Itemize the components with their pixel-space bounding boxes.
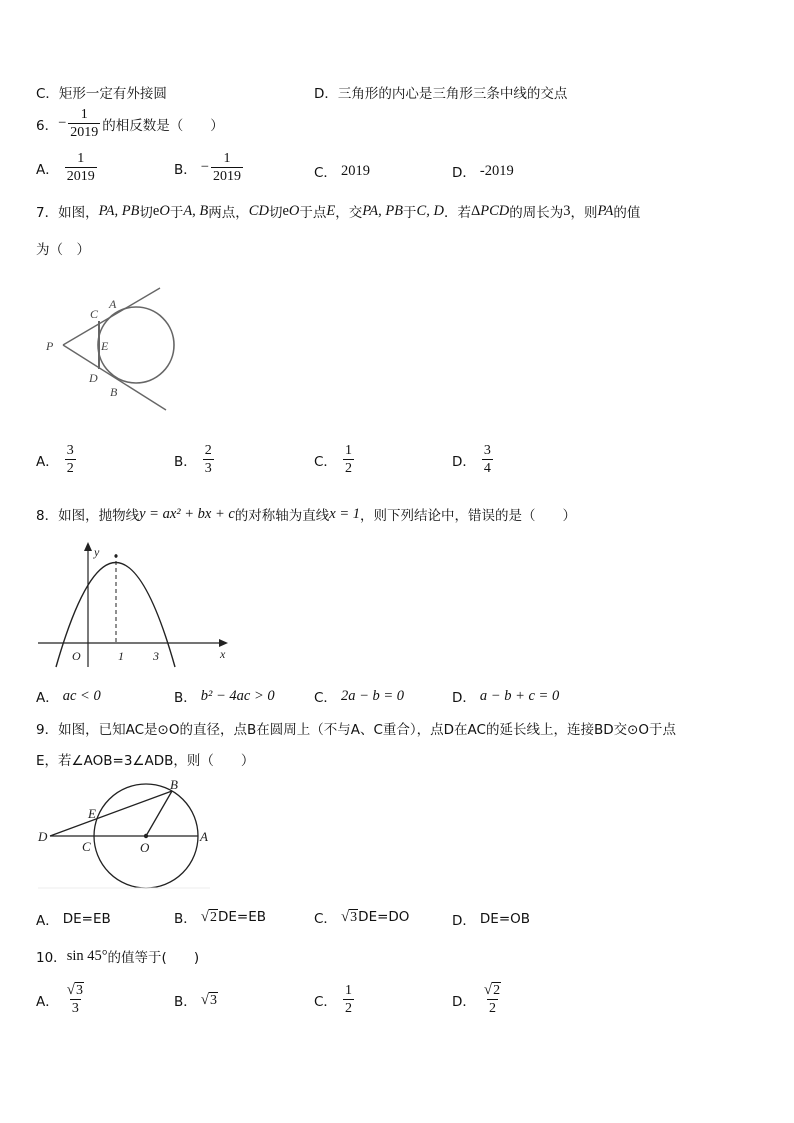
q10-option-b-label: B． xyxy=(174,994,197,1010)
q7-t2: 于 xyxy=(169,205,184,221)
q8-option-b-label: B． xyxy=(174,690,197,706)
q7-c-d: C, D xyxy=(416,202,444,219)
q7-option-b[interactable] xyxy=(174,442,216,477)
q7-option-d-label: D． xyxy=(452,453,476,470)
q10-number: 10． xyxy=(36,950,67,966)
sqrt-icon: √ xyxy=(66,982,75,998)
q10-option-d-fraction xyxy=(482,982,503,1017)
q9-line-ob xyxy=(146,791,172,836)
q10-option-d-den: 2 xyxy=(489,1001,497,1016)
q9-option-b-sqrt xyxy=(201,909,218,926)
q9-option-c-label: C． xyxy=(314,911,337,927)
q6-number: 6． xyxy=(36,117,59,134)
q9-option-b-value: DE=EB xyxy=(218,909,267,925)
q10-tail: 的值等于( ) xyxy=(107,950,200,966)
q7-circle xyxy=(98,307,174,383)
q8-label-3: 3 xyxy=(153,649,159,663)
q7-option-c-num: 1 xyxy=(344,443,352,458)
q7-cd: CD xyxy=(248,202,269,219)
q6-option-a-fraction xyxy=(65,150,97,185)
q10-option-b-radicand: 3 xyxy=(210,992,217,1008)
q7-t7: 于 xyxy=(403,205,417,221)
q8-option-d[interactable] xyxy=(452,686,559,706)
q8-option-a[interactable] xyxy=(36,686,101,706)
q8-label-1: 1 xyxy=(118,649,124,663)
q7-option-c-fraction xyxy=(343,442,354,477)
q7-t1: 切 xyxy=(139,205,153,221)
q6-option-c-value: 2019 xyxy=(340,162,370,179)
q7-option-d-den: 4 xyxy=(483,461,491,476)
q10-option-c-label: C． xyxy=(314,993,337,1010)
q8-x-arrow-icon xyxy=(219,639,228,647)
q7-label-d: D xyxy=(89,371,98,385)
q7-number: 7．如图， xyxy=(36,205,99,221)
q10-option-a-num xyxy=(65,982,86,999)
q9-figure xyxy=(36,778,212,890)
q7-option-a-den: 2 xyxy=(66,461,74,476)
q6-option-b-label: B． xyxy=(174,161,197,178)
sqrt-icon: √ xyxy=(340,908,350,925)
q8-option-d-value: a − b + c = 0 xyxy=(479,687,560,704)
q6-num: 1 xyxy=(80,107,88,122)
q9-option-d-value: DE=OB xyxy=(479,911,531,927)
q7-e: E xyxy=(326,202,336,219)
q7-tangent-pb xyxy=(63,345,166,410)
q7-circle-symbol-2: e xyxy=(282,202,289,219)
q6-option-b[interactable] xyxy=(174,150,245,185)
q8-t1: 的对称轴为直线 xyxy=(234,508,330,524)
q7-option-d-fraction xyxy=(482,442,493,477)
q7-pa-pb-2: PA, PB xyxy=(362,202,404,219)
q7-label-c: C xyxy=(90,307,99,321)
q7-option-a-num: 3 xyxy=(66,443,74,458)
q6-option-b-fraction xyxy=(211,150,243,185)
q7-t6: ，交 xyxy=(335,205,363,221)
q6-stem xyxy=(36,106,224,141)
q10-expression: sin 45° xyxy=(66,947,108,964)
q8-option-d-label: D． xyxy=(452,690,476,706)
q7-label-a: A xyxy=(109,297,117,311)
q7-option-d[interactable] xyxy=(452,442,495,477)
q10-option-a-radicand: 3 xyxy=(75,983,83,998)
q8-y-arrow-icon xyxy=(84,542,92,551)
q7-option-b-den: 3 xyxy=(204,461,212,476)
q6-den: 2019 xyxy=(70,125,99,140)
q7-option-a-label: A． xyxy=(36,453,59,470)
q7-t8: ．若 xyxy=(443,205,471,221)
q7-pcd: PCD xyxy=(480,202,510,219)
q9-option-b-radicand: 2 xyxy=(210,909,217,925)
q10-option-d[interactable] xyxy=(452,982,505,1017)
q8-vertex-dot xyxy=(114,554,117,557)
q7-option-d-num: 3 xyxy=(483,443,491,458)
q10-option-d-num xyxy=(482,982,503,999)
q9-label-e: E xyxy=(88,806,96,821)
q6-option-d-label: D． xyxy=(452,165,476,181)
prev-option-d: D．三角形的内心是三角形三条中线的交点 xyxy=(314,86,568,102)
q6-option-a-label: A． xyxy=(36,161,59,178)
q7-pa-pb: PA, PB xyxy=(98,202,140,219)
q9-option-b-label: B． xyxy=(174,911,197,927)
q9-label-d: D xyxy=(38,829,48,844)
q6-option-c[interactable] xyxy=(314,161,370,181)
q6-option-a[interactable] xyxy=(36,150,99,185)
q6-minus: − xyxy=(58,115,67,131)
q7-label-p: P xyxy=(46,339,54,353)
q9-stem-line2: E，若∠AOB=3∠ADB，则（ ） xyxy=(36,753,255,769)
q6-tail: 的相反数是（ ） xyxy=(102,117,224,134)
q6-fraction xyxy=(68,106,100,141)
q7-t10: ，则 xyxy=(570,205,598,221)
q7-t11: 的值 xyxy=(613,205,641,221)
q9-option-c[interactable] xyxy=(314,907,409,927)
q6-option-b-minus: − xyxy=(200,159,209,175)
q7-circle-symbol: e xyxy=(152,202,160,219)
q9-label-b: B xyxy=(170,778,178,792)
q6-option-d[interactable] xyxy=(452,161,514,181)
q9-center-dot xyxy=(144,834,148,838)
q10-stem xyxy=(36,946,199,966)
q7-option-c-den: 2 xyxy=(344,461,352,476)
q10-option-c-fraction xyxy=(343,982,354,1017)
q9-option-b[interactable] xyxy=(174,907,266,927)
q8-option-a-value: ac < 0 xyxy=(62,687,101,704)
q10-option-c-den: 2 xyxy=(344,1001,352,1016)
q9-option-d[interactable] xyxy=(452,909,530,929)
q7-option-c[interactable] xyxy=(314,442,356,477)
q7-three: 3 xyxy=(563,202,571,219)
q9-option-c-sqrt xyxy=(341,909,358,926)
q10-option-a-fraction xyxy=(65,982,86,1017)
q7-t9: 的周长为 xyxy=(509,205,564,221)
q8-option-a-label: A． xyxy=(36,690,59,706)
q8-option-c-label: C． xyxy=(314,690,337,706)
sqrt-icon: √ xyxy=(200,991,209,1008)
q10-option-d-label: D． xyxy=(452,993,476,1010)
q10-option-a-den: 3 xyxy=(71,1001,79,1016)
q6-option-b-den: 2019 xyxy=(212,169,241,184)
q10-option-a[interactable] xyxy=(36,982,88,1017)
q9-option-a-label: A． xyxy=(36,913,59,929)
q8-figure xyxy=(36,536,236,668)
q7-t5: 于点 xyxy=(299,205,327,221)
q6-option-b-num: 1 xyxy=(223,151,231,166)
prev-option-c: C．矩形一定有外接圆 xyxy=(36,86,167,102)
q8-option-c-value: 2a − b = 0 xyxy=(340,687,405,704)
q7-o2: O xyxy=(288,202,300,219)
q9-option-d-label: D． xyxy=(452,913,476,929)
q9-stem-line1: 9．如图，已知AC是⊙O的直径，点B在圆周上（不与A、C重合），点D在AC的延长线上，连接BD交⊙O于点 xyxy=(36,722,677,738)
q7-triangle-symbol: Δ xyxy=(470,202,481,219)
q10-option-a-label: A． xyxy=(36,993,59,1010)
q8-number: 8．如图，抛物线 xyxy=(36,508,140,524)
q9-label-c: C xyxy=(82,839,91,854)
q8-t2: ，则下列结论中，错误的是（ ） xyxy=(360,508,577,524)
q7-stem-line2: 为（ ） xyxy=(36,242,90,258)
q6-option-d-value: -2019 xyxy=(479,162,514,179)
q7-label-e: E xyxy=(101,339,109,353)
q8-label-o: O xyxy=(72,649,81,663)
q7-option-a[interactable] xyxy=(36,442,78,477)
q7-option-b-fraction xyxy=(203,442,214,477)
q9-option-a-value: DE=EB xyxy=(62,911,111,927)
q8-label-y: y xyxy=(94,545,100,559)
q9-option-c-radicand: 3 xyxy=(350,909,358,925)
q8-equation: y = ax² + bx + c xyxy=(139,505,235,522)
q6-option-a-num: 1 xyxy=(77,151,85,166)
q8-label-x: x xyxy=(220,647,226,661)
q7-t4: 切 xyxy=(268,205,283,221)
q7-o1: O xyxy=(159,202,170,219)
q9-option-c-value: DE=DO xyxy=(358,909,410,925)
q7-pa: PA xyxy=(597,202,614,219)
q8-option-b-value: b² − 4ac > 0 xyxy=(200,687,275,704)
q10-option-c[interactable] xyxy=(314,982,356,1017)
q9-label-o: O xyxy=(140,840,150,855)
q8-option-b[interactable] xyxy=(174,686,275,706)
q10-option-c-num: 1 xyxy=(344,983,352,998)
q7-stem xyxy=(36,201,640,221)
sqrt-icon: √ xyxy=(483,982,493,998)
q7-option-a-fraction xyxy=(65,442,76,477)
q7-option-b-label: B． xyxy=(174,453,197,470)
q8-option-c[interactable] xyxy=(314,686,404,706)
q7-t3: 两点， xyxy=(208,205,249,221)
q7-option-c-label: C． xyxy=(314,453,337,470)
q10-option-d-radicand: 2 xyxy=(493,983,501,998)
q8-stem xyxy=(36,504,576,524)
q9-option-a[interactable] xyxy=(36,909,111,929)
q7-figure xyxy=(36,280,176,422)
q6-option-a-den: 2019 xyxy=(66,169,95,184)
q7-option-b-num: 2 xyxy=(204,443,212,458)
q9-label-a: A xyxy=(200,829,208,844)
q10-option-b[interactable] xyxy=(174,990,218,1010)
sqrt-icon: √ xyxy=(200,908,209,925)
q7-ab: A, B xyxy=(183,202,209,219)
q8-axis: x = 1 xyxy=(329,505,361,522)
q6-option-c-label: C． xyxy=(314,165,337,181)
q10-option-b-sqrt xyxy=(201,992,218,1009)
q7-label-b: B xyxy=(110,385,118,399)
